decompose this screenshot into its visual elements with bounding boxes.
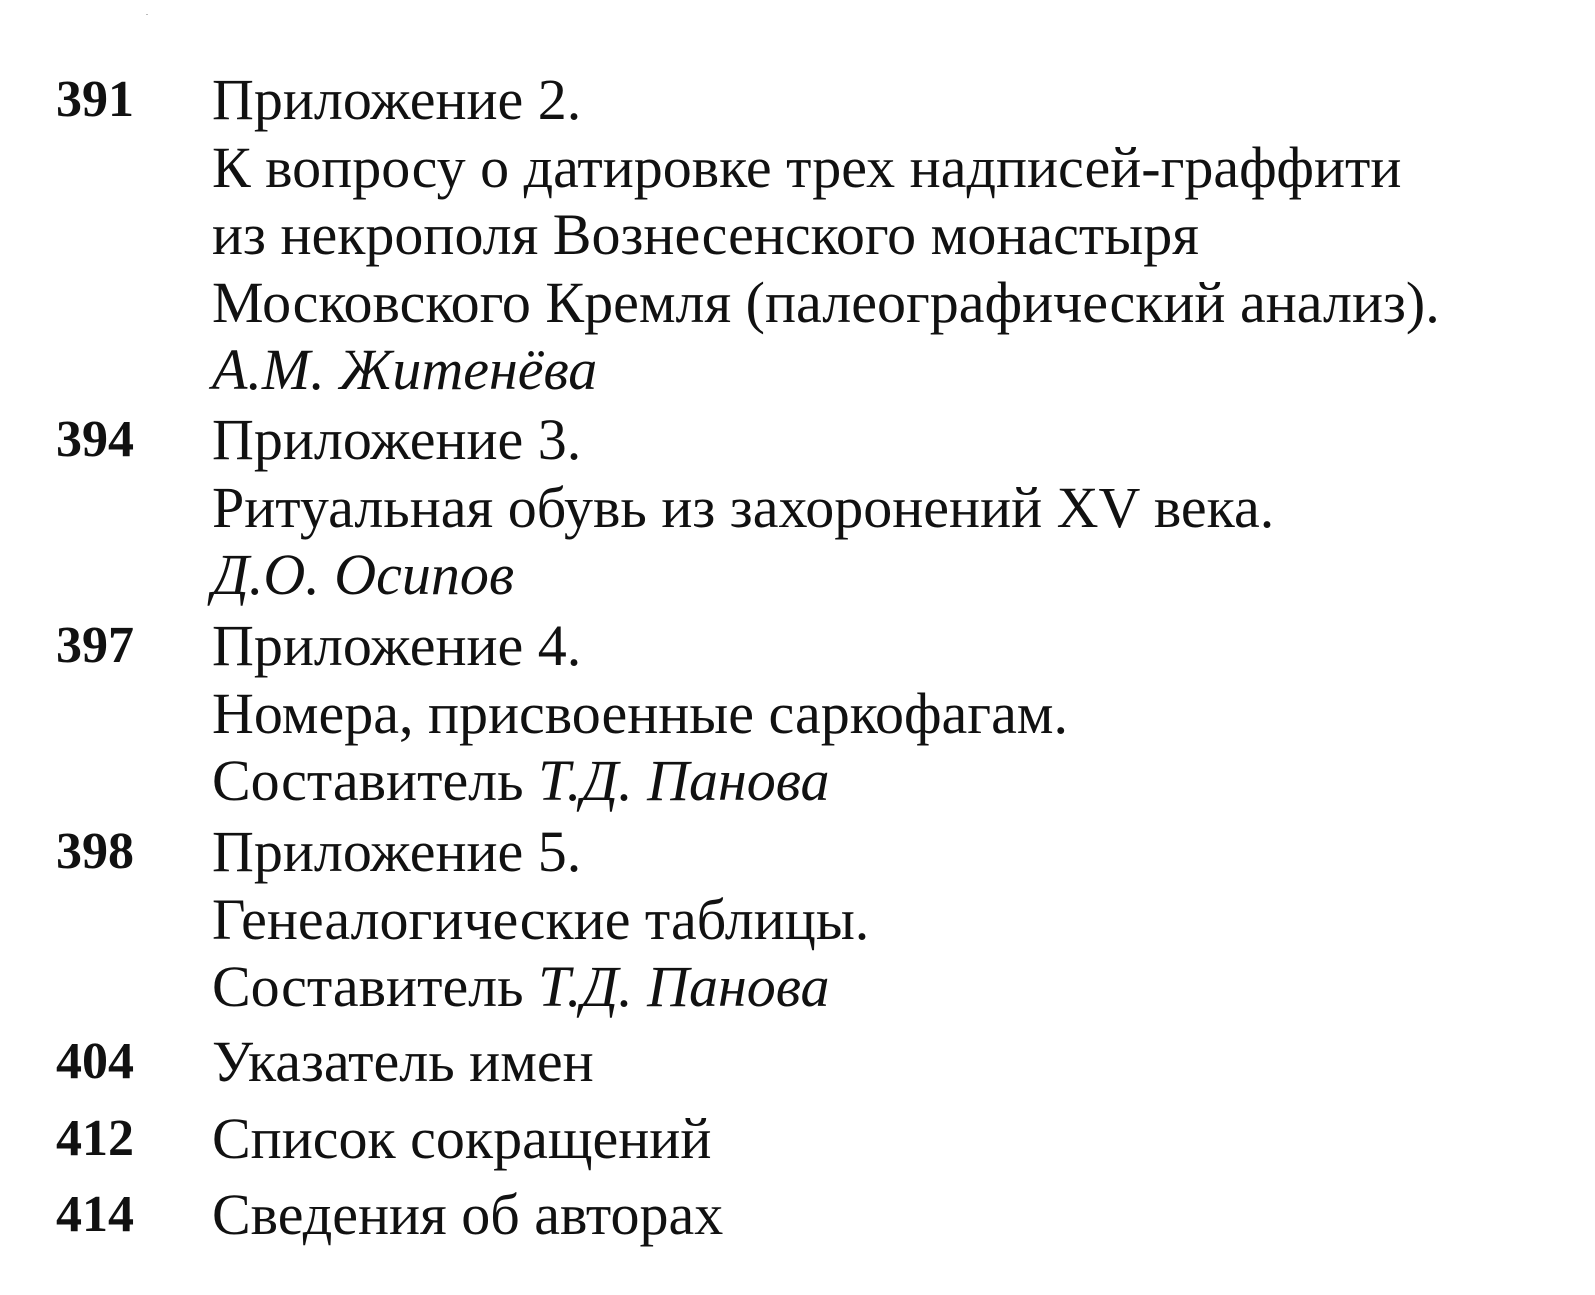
toc-entry-heading: Приложение 4. bbox=[212, 613, 582, 678]
toc-entry-title-line: Генеалогические таблицы. bbox=[212, 886, 870, 952]
compiler-prefix: Составитель bbox=[212, 954, 524, 1019]
toc-entry-heading: Приложение 5. bbox=[212, 819, 582, 884]
toc-entry-412 bbox=[212, 1105, 1582, 1173]
toc-entry-title: Сведения об авторах bbox=[212, 1182, 724, 1247]
toc-entry-398 bbox=[212, 818, 1582, 1021]
toc-page-number: 397 bbox=[56, 617, 134, 674]
toc-page-number: 391 bbox=[56, 71, 134, 128]
toc-entry-title-line: Московского Кремля (палеографический анализ). bbox=[212, 269, 1440, 335]
toc-entry-title-line: Ритуальная обувь из захоронений XV века. bbox=[212, 474, 1275, 540]
toc-entry-heading: Приложение 3. bbox=[212, 407, 582, 472]
compiler-name: Т.Д. Панова bbox=[538, 954, 830, 1019]
toc-entry-394 bbox=[212, 406, 1582, 609]
toc-entry-title-line: К вопросу о датировке трех надписей-граффити bbox=[212, 134, 1402, 200]
toc-entry-title-line: Номера, присвоенные саркофагам. bbox=[212, 680, 1069, 746]
toc-entry-author: Д.О. Осипов bbox=[212, 542, 515, 607]
toc-entry-heading: Приложение 2. bbox=[212, 67, 582, 132]
toc-entry-compiler-line bbox=[212, 747, 1582, 815]
toc-entry-404 bbox=[212, 1028, 1582, 1096]
toc-entry-title-line: из некрополя Вознесенского монастыря bbox=[212, 202, 1199, 267]
scan-speck bbox=[146, 14, 148, 15]
toc-entry-compiler-line bbox=[212, 953, 1582, 1021]
toc-page-number: 414 bbox=[56, 1186, 134, 1243]
toc-entry-397 bbox=[212, 612, 1582, 815]
toc-page-number: 412 bbox=[56, 1110, 134, 1167]
toc-entry-title: Указатель имен bbox=[212, 1029, 594, 1094]
toc-page-number: 404 bbox=[56, 1033, 134, 1090]
compiler-prefix: Составитель bbox=[212, 748, 524, 813]
toc-page-number: 398 bbox=[56, 823, 134, 880]
toc-entry-414 bbox=[212, 1181, 1582, 1249]
toc-page-number: 394 bbox=[56, 411, 134, 468]
compiler-name: Т.Д. Панова bbox=[538, 748, 830, 813]
toc-entry-author: А.М. Житенёва bbox=[212, 337, 598, 402]
toc-entry-391 bbox=[212, 66, 1582, 404]
toc-entry-title: Список сокращений bbox=[212, 1106, 712, 1171]
